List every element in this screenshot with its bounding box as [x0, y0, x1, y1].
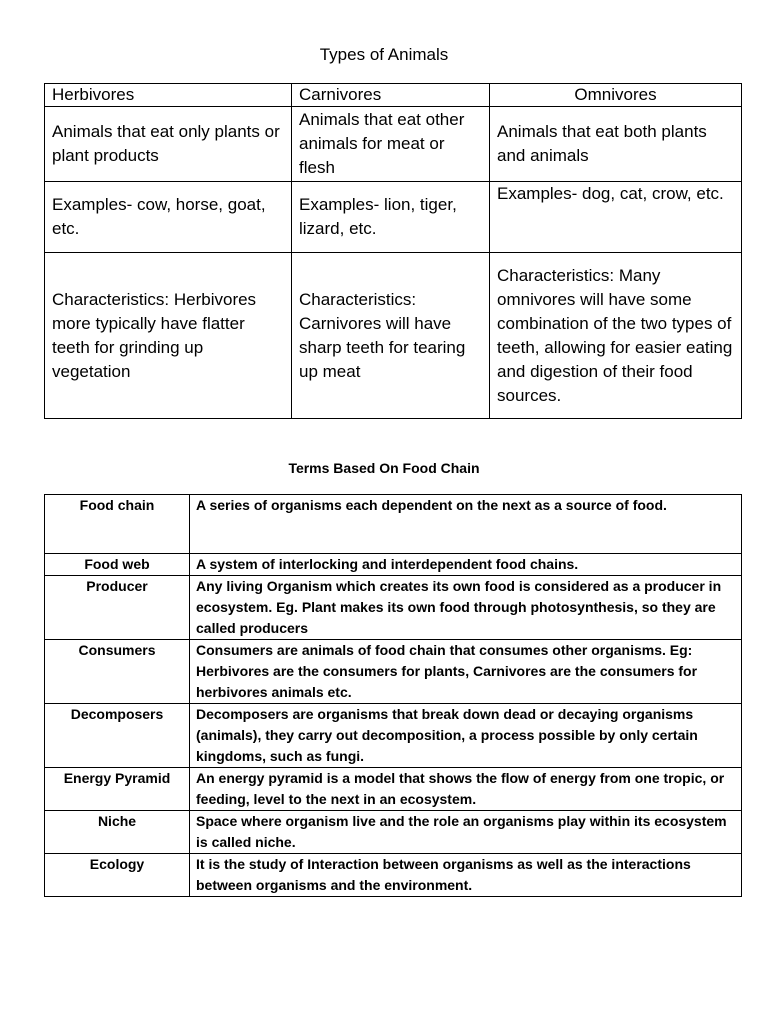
types-of-animals-table [44, 83, 742, 419]
definition-producer: Any living Organism which creates its own food is considered as a producer in ecosystem. Eg. Plant makes its own food through photosynthesis, so they are called producers [190, 576, 742, 640]
term-consumers: Consumers [45, 640, 190, 704]
definition-row [45, 107, 742, 182]
term-food-web: Food web [45, 554, 190, 576]
definition-consumers: Consumers are animals of food chain that consumes other organisms. Eg: Herbivores are the consumers for plants, Carnivores are the consumers for herbivores animals etc. [190, 640, 742, 704]
term-food-chain: Food chain [45, 495, 190, 554]
definition-food-chain: A series of organisms each dependent on the next as a source of food. [190, 495, 742, 554]
table-row [45, 554, 742, 576]
carnivores-characteristics: Characteristics: Carnivores will have sharp teeth for tearing up meat [292, 253, 490, 419]
term-decomposers: Decomposers [45, 704, 190, 768]
omnivores-characteristics: Characteristics: Many omnivores will have some combination of the two types of teeth, allowing for easier eating and digestion of their food sources. [490, 253, 742, 419]
animals-table-title: Types of Animals [319, 45, 449, 64]
table-row [45, 704, 742, 768]
table-row [45, 640, 742, 704]
table-header-row [45, 84, 742, 107]
carnivores-definition: Animals that eat other animals for meat or flesh [292, 107, 490, 182]
table-row [45, 768, 742, 811]
definition-niche: Space where organism live and the role an organisms play within its ecosystem is called niche. [190, 811, 742, 854]
examples-row [45, 182, 742, 253]
omnivores-definition: Animals that eat both plants and animals [490, 107, 742, 182]
herbivores-characteristics: Characteristics: Herbivores more typically have flatter teeth for grinding up vegetation [45, 253, 292, 419]
header-herbivores: Herbivores [45, 84, 292, 107]
food-chain-terms-table [44, 494, 742, 897]
herbivores-definition: Animals that eat only plants or plant products [45, 107, 292, 182]
term-producer: Producer [45, 576, 190, 640]
herbivores-examples: Examples- cow, horse, goat, etc. [45, 182, 292, 253]
term-ecology: Ecology [45, 854, 190, 897]
characteristics-row [45, 253, 742, 419]
omnivores-examples: Examples- dog, cat, crow, etc. [490, 182, 742, 253]
table-row [45, 576, 742, 640]
definition-decomposers: Decomposers are organisms that break down dead or decaying organisms (animals), they carry out decomposition, a process possible by only certain kingdoms, such as fungi. [190, 704, 742, 768]
table-row [45, 495, 742, 554]
table-row [45, 854, 742, 897]
definition-energy-pyramid: An energy pyramid is a model that shows the flow of energy from one tropic, or feeding, level to the next in an ecosystem. [190, 768, 742, 811]
definition-ecology: It is the study of Interaction between organisms as well as the interactions between organisms and the environment. [190, 854, 742, 897]
header-omnivores: Omnivores [490, 84, 742, 107]
header-carnivores: Carnivores [292, 84, 490, 107]
term-energy-pyramid: Energy Pyramid [45, 768, 190, 811]
food-chain-table-title: Terms Based On Food Chain [288, 460, 480, 476]
table-row [45, 811, 742, 854]
term-niche: Niche [45, 811, 190, 854]
carnivores-examples: Examples- lion, tiger, lizard, etc. [292, 182, 490, 253]
definition-food-web: A system of interlocking and interdependent food chains. [190, 554, 742, 576]
